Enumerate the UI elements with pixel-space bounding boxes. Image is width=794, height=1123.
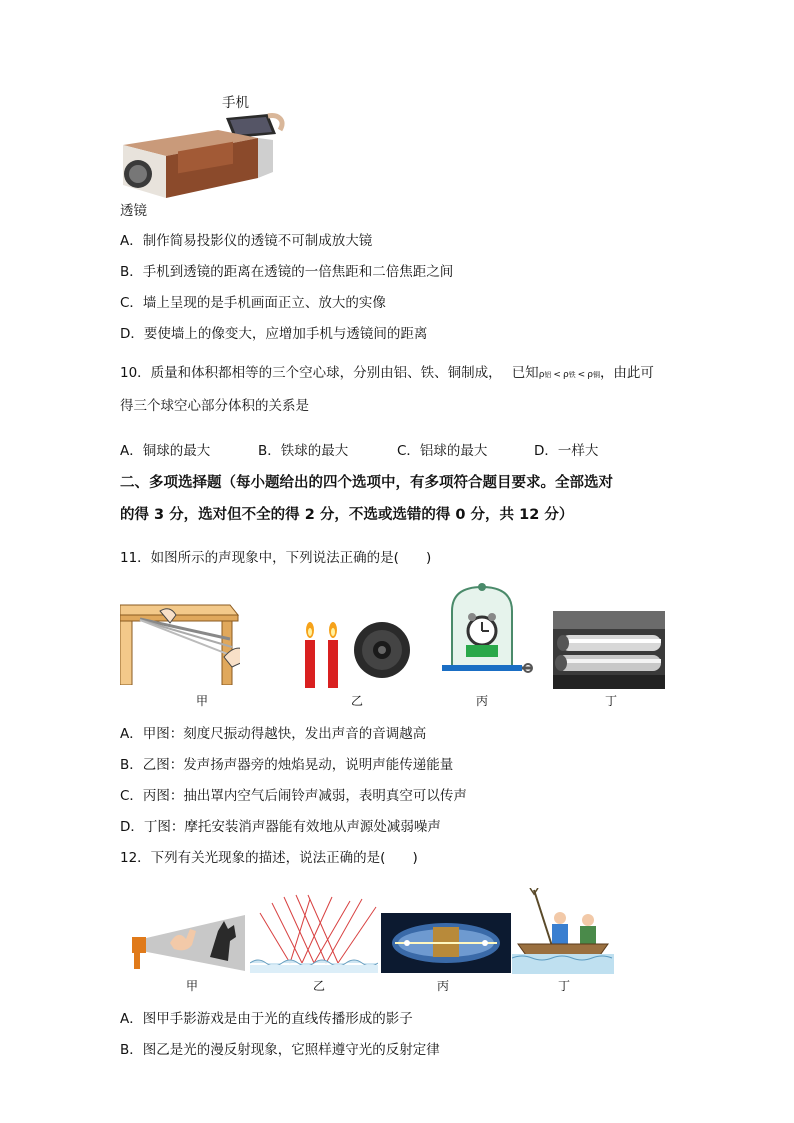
q9-option-d: D．要使墙上的像变大，应增加手机与透镜间的距离	[120, 326, 428, 342]
q10-stem-line2: 得三个球空心部分体积的关系是	[120, 398, 309, 414]
q12-figure-ding	[512, 888, 614, 974]
q12-caption-yi: 乙	[313, 979, 326, 993]
q12-figure-jia	[130, 913, 245, 973]
section2-header-line2: 的得 3 分，选对但不全的得 2 分，不选或选错的得 0 分，共 12 分）	[120, 507, 574, 523]
q10-option-c: C．铝球的最大	[397, 443, 488, 459]
q11-figure-ding	[553, 611, 665, 689]
q11-option-a: A．甲图：刻度尺振动得越快，发出声音的音调越高	[120, 726, 427, 742]
section2-header-line1: 二、多项选择题（每小题给出的四个选项中，有多项符合题目要求。全部选对	[120, 475, 613, 491]
q9-option-b: B．手机到透镜的距离在透镜的一倍焦距和二倍焦距之间	[120, 264, 454, 280]
q11-stem: 11．如图所示的声现象中，下列说法正确的是( )	[120, 550, 432, 566]
projector-figure	[118, 110, 288, 205]
q12-caption-ding: 丁	[558, 979, 571, 993]
q10-stem-line1: 10．质量和体积都相等的三个空心球，分别由铝、铁、铜制成， 已知ρ铝 < ρ铁 < ρ铜，由此可	[120, 365, 654, 381]
q11-option-c: C．丙图：抽出罩内空气后闹铃声减弱，表明真空可以传声	[120, 788, 467, 804]
q11-caption-yi: 乙	[351, 694, 364, 708]
q11-option-d: D．丁图：摩托安装消声器能有效地从声源处减弱噪声	[120, 819, 441, 835]
q12-option-a: A．图甲手影游戏是由于光的直线传播形成的影子	[120, 1011, 413, 1027]
q11-option-b: B．乙图：发声扬声器旁的烛焰晃动，说明声能传递能量	[120, 757, 454, 773]
q11-figure-jia	[120, 603, 240, 685]
q12-figure-bing	[381, 913, 511, 973]
q11-figure-bing	[434, 581, 534, 681]
q10-option-d: D．一样大	[534, 443, 599, 459]
q12-option-b: B．图乙是光的漫反射现象，它照样遵守光的反射定律	[120, 1042, 440, 1058]
q11-caption-bing: 丙	[476, 694, 489, 708]
q11-caption-jia: 甲	[196, 694, 209, 708]
q11-figure-yi	[300, 612, 412, 690]
q10-option-b: B．铁球的最大	[258, 443, 349, 459]
q9-option-c: C．墙上呈现的是手机画面正立、放大的实像	[120, 295, 386, 311]
q9-option-a: A．制作简易投影仪的透镜不可制成放大镜	[120, 233, 373, 249]
q12-caption-bing: 丙	[437, 979, 450, 993]
q11-caption-ding: 丁	[605, 694, 618, 708]
q12-stem: 12．下列有关光现象的描述，说法正确的是( )	[120, 850, 418, 866]
q12-caption-jia: 甲	[186, 979, 199, 993]
label-lens: 透镜	[120, 203, 147, 219]
q10-option-a: A．铜球的最大	[120, 443, 211, 459]
q12-figure-yi	[250, 893, 378, 973]
label-phone: 手机	[222, 95, 249, 111]
